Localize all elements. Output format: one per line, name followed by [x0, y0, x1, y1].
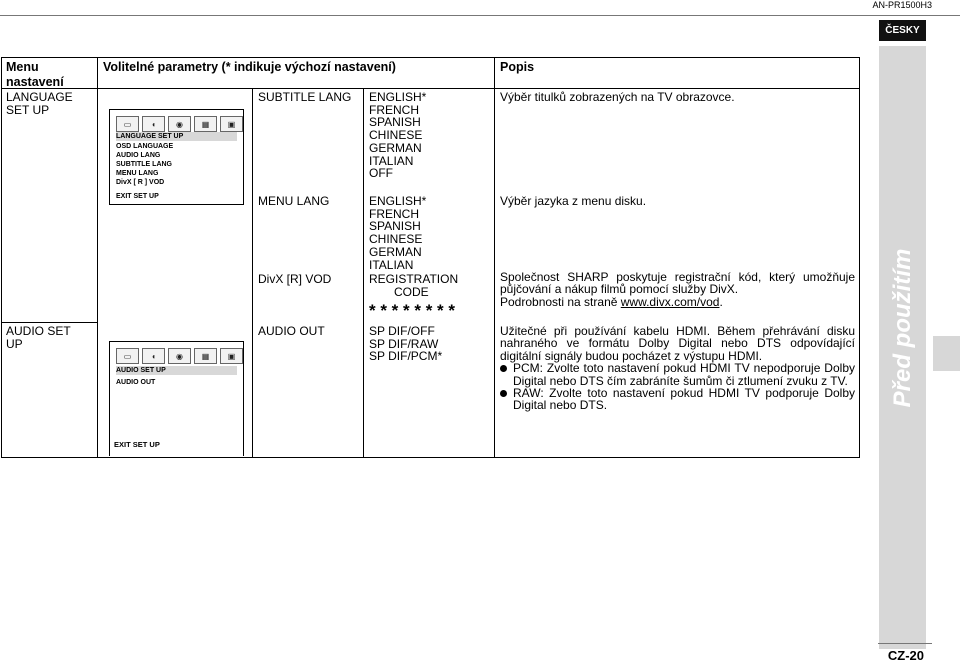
description-divx-vod [500, 271, 855, 308]
options-subtitle-lang [369, 91, 426, 180]
header-description: Popis [500, 60, 535, 74]
bullet-text: RAW: Zvolte toto nastavení pokud HDMI TV podporuje Dolby Digital nebo DTS. [513, 386, 855, 413]
osd-item: OSD LANGUAGE [116, 143, 174, 150]
bullet-text: PCM: Zvolte toto nastavení pokud HDMI TV nepodporuje Dolby Digital nebo DTS čím zabráníte šumům či ztlumení zvuku z TV. [513, 361, 855, 388]
description-audio-out [500, 325, 855, 412]
setting-subtitle-lang: SUBTITLE LANG [258, 90, 352, 104]
osd-item: AUDIO OUT [116, 379, 156, 386]
option: ITALIAN [369, 153, 414, 168]
option: FRENCH [369, 102, 419, 117]
section-tab [933, 336, 960, 371]
divx-period: . [719, 294, 723, 309]
option-registration: REGISTRATION [369, 272, 459, 286]
bullet-item [500, 362, 855, 387]
language-badge: ČESKY [879, 20, 926, 41]
osd-title: AUDIO SET UP [116, 366, 237, 375]
lock-icon: ▣ [220, 116, 243, 132]
osd-exit: EXIT SET UP [114, 440, 160, 449]
divx-vod-link[interactable]: www.divx.com/vod [620, 294, 720, 309]
registration-code: * * * * * * * * [369, 301, 455, 320]
audio-out-description: Užitečné při používání kabelu HDMI. Během přehrávání disku nahraného ve formátu Dolby Digital nebo DTS odpovídající digitální signály budou pocházet z výstupu HDMI. [500, 324, 855, 363]
bullet-item [500, 387, 855, 412]
osd-title: LANGUAGE SET UP [116, 132, 237, 141]
option: CHINESE [369, 128, 423, 143]
speaker-icon: ◖ [142, 348, 165, 364]
description-subtitle-lang: Výběr titulků zobrazených na TV obrazovce. [500, 90, 735, 104]
disc-icon: ◉ [168, 348, 191, 364]
osd-language-screen [109, 109, 244, 205]
description-menu-lang: Výběr jazyka z menu disku. [500, 194, 647, 208]
option: FRENCH [369, 206, 419, 221]
grid-icon: ▦ [194, 116, 217, 132]
tv-icon: ▭ [116, 116, 139, 132]
divx-details-text: Podrobnosti na straně [500, 294, 618, 309]
osd-item: SUBTITLE LANG [116, 161, 172, 168]
setting-audio-out: AUDIO OUT [258, 324, 325, 338]
lock-icon: ▣ [220, 348, 243, 364]
options-audio-out [369, 325, 442, 363]
grid-icon: ▦ [194, 348, 217, 364]
option: SP DIF/PCM* [369, 349, 443, 364]
options-menu-lang [369, 195, 426, 271]
option: SPANISH [369, 115, 421, 130]
header-menu: Menu nastavení [6, 60, 64, 89]
menu-audio-setup: AUDIO SET UP [6, 324, 71, 351]
divx-description-text: Společnost SHARP poskytuje registrační kód, který umožňuje půjčování a nákup filmů pomocí služby DivX. [500, 270, 855, 297]
setting-divx-vod: DivX [R] VOD [258, 272, 332, 286]
header-rule [0, 15, 960, 16]
disc-icon: ◉ [168, 116, 191, 132]
model-number: AN-PR1500H3 [872, 0, 932, 10]
option: ENGLISH* [369, 90, 427, 104]
osd-item: DivX [ R ] VOD [116, 179, 165, 186]
page-number: CZ-20 [887, 648, 924, 663]
footer-rule [878, 643, 932, 644]
tv-icon: ▭ [116, 348, 139, 364]
option: GERMAN [369, 244, 422, 259]
option: OFF [369, 166, 393, 181]
option: CHINESE [369, 232, 423, 247]
option: ENGLISH* [369, 194, 427, 208]
option: GERMAN [369, 140, 422, 155]
setting-menu-lang: MENU LANG [258, 194, 330, 208]
option-code: CODE [394, 285, 429, 299]
bullet-icon [500, 365, 507, 372]
osd-icon-bar [116, 348, 243, 364]
osd-exit: EXIT SET UP [116, 193, 159, 200]
option: SP DIF/OFF [369, 324, 435, 338]
osd-icon-bar [116, 116, 243, 132]
section-label: Před použitím [889, 248, 916, 408]
option: SPANISH [369, 219, 421, 234]
header-options: Volitelné parametry (* indikuje výchozí nastavení) [103, 60, 396, 74]
speaker-icon: ◖ [142, 116, 165, 132]
bullet-icon [500, 390, 507, 397]
osd-item: AUDIO LANG [116, 152, 161, 159]
option: ITALIAN [369, 257, 414, 272]
osd-item: MENU LANG [116, 170, 159, 177]
option: SP DIF/RAW [369, 336, 439, 351]
menu-language-setup: LANGUAGE SET UP [6, 90, 73, 117]
